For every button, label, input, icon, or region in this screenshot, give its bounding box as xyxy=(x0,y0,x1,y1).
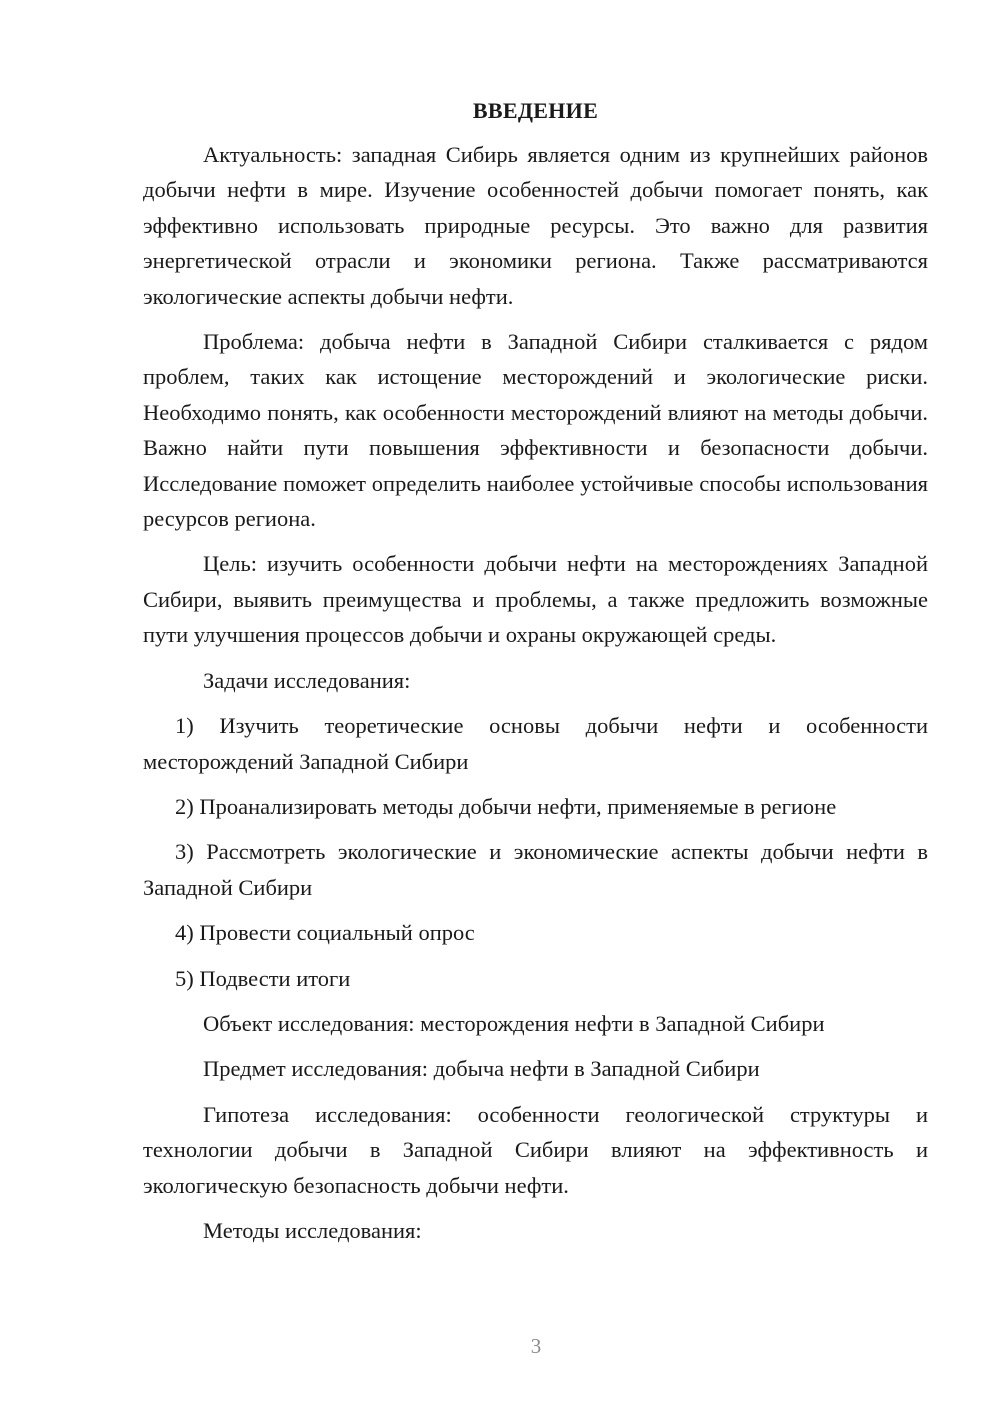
paragraph-tasks-heading: Задачи исследования: xyxy=(203,667,411,693)
task-item: 5) Подвести итоги xyxy=(175,965,351,991)
paragraph-hypothesis: Гипотеза исследования: особенности геологической структуры и технологии добычи в Западной Сибири влияют на эффективность и экологическую безопасность добычи нефти. xyxy=(143,1101,928,1198)
task-item: 3) Рассмотреть экологические и экономические аспекты добычи нефти в Западной Сибири xyxy=(143,839,928,900)
paragraph-object: Объект исследования: месторождения нефти в Западной Сибири xyxy=(203,1010,825,1036)
paragraph-problem: Проблема: добыча нефти в Западной Сибири сталкивается с рядом проблем, таких как истощение месторождений и экологические риски. Необходимо понять, как особенности месторождений влияют на методы добычи. Важно найти пути повышения эффективности и безопасности добычи. Исследование поможет определить наиболее устойчивые способы использования ресурсов региона. xyxy=(143,329,928,532)
page-content xyxy=(143,97,928,1258)
task-item: 2) Проанализировать методы добычи нефти, применяемые в регионе xyxy=(175,793,837,819)
task-item: 4) Провести социальный опрос xyxy=(175,920,475,946)
paragraph-subject: Предмет исследования: добыча нефти в Западной Сибири xyxy=(203,1056,760,1082)
paragraph-relevance: Актуальность: западная Сибирь является одним из крупнейших районов добычи нефти в мире. Изучение особенностей добычи помогает понять, как эффективно использовать природные ресурсы. Это важно для развития энергетической отрасли и экономики региона. Также рассматриваются экологические аспекты добычи нефти. xyxy=(143,142,928,309)
page-number: 3 xyxy=(530,1334,542,1358)
paragraph-goal: Цель: изучить особенности добычи нефти на месторождениях Западной Сибири, выявить преимущества и проблемы, а также предложить возможные пути улучшения процессов добычи и охраны окружающей среды. xyxy=(143,551,928,648)
task-item: 1) Изучить теоретические основы добычи нефти и особенности месторождений Западной Сибири xyxy=(143,713,928,774)
section-title: ВВЕДЕНИЕ xyxy=(472,98,599,123)
paragraph-methods: Методы исследования: xyxy=(203,1217,422,1243)
